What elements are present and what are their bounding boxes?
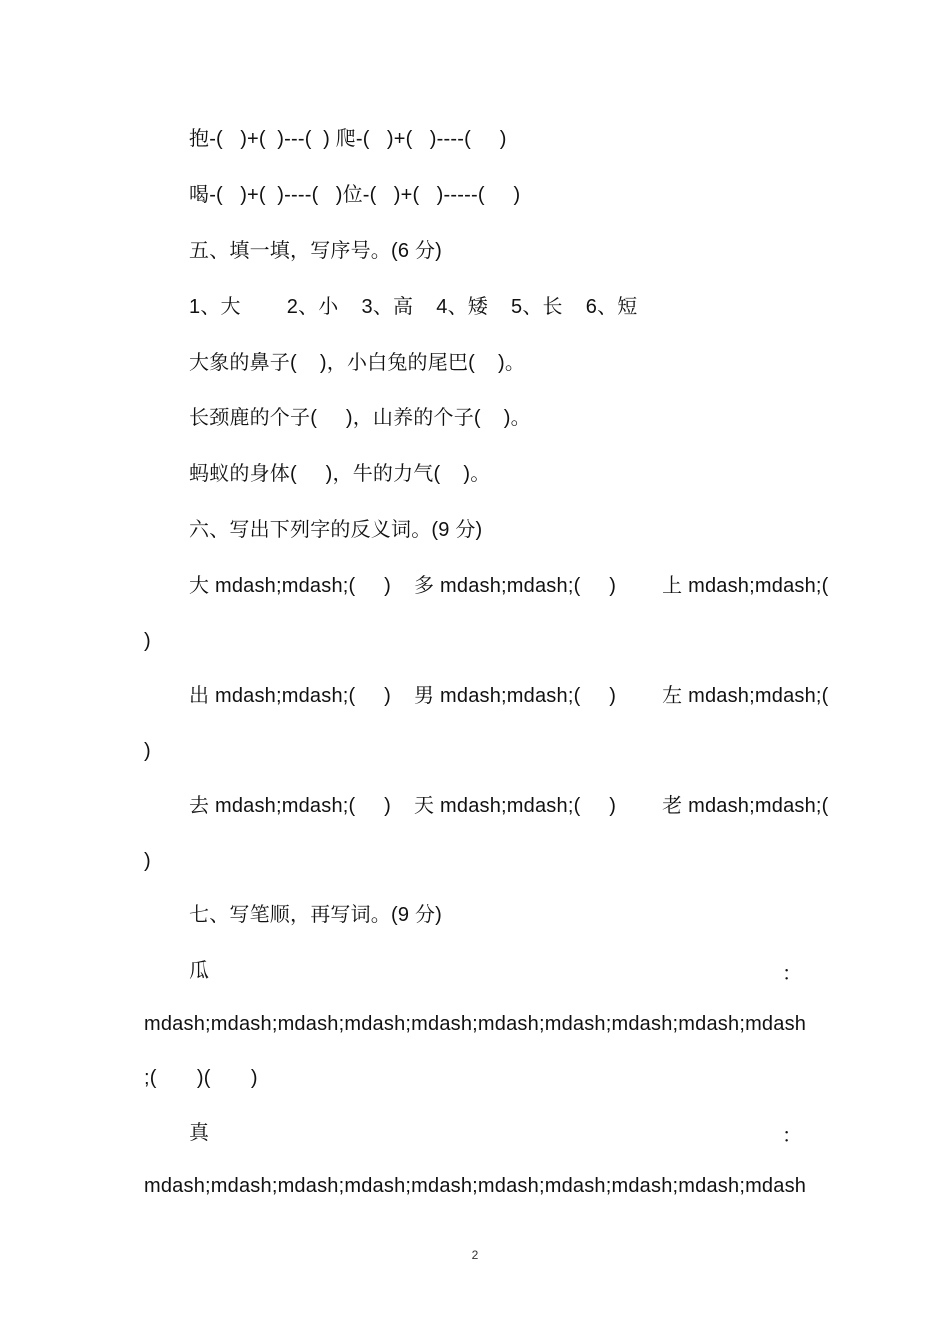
stroke-paren-line-gua: ;( )( )	[144, 1067, 258, 1089]
fill-line-elephant: 大象的鼻子( )，小白兔的尾巴( )。	[189, 352, 526, 374]
stroke-dash-line-zhen: mdash;mdash;mdash;mdash;mdash;mdash;mdash;mdash;mdash;mdash	[144, 1175, 807, 1197]
option-list: 1、大 2、小 3、高 4、矮 5、长 6、短	[189, 296, 638, 318]
antonym-line-1: 大 mdash;mdash;( ) 多 mdash;mdash;( ) 上 mdash;mdash;(	[189, 575, 829, 597]
section-heading-5: 五、填一填，写序号。(6 分)	[189, 240, 442, 262]
stroke-colon-gua: ：	[782, 963, 803, 985]
section-heading-7: 七、写笔顺，再写词。(9 分)	[189, 904, 442, 926]
section-heading-6: 六、写出下列字的反义词。(9 分)	[189, 519, 483, 541]
antonym-line-3-wrap: )	[144, 850, 151, 872]
fill-line-ant: 蚂蚁的身体( )，牛的力气( )。	[189, 463, 491, 485]
antonym-line-2: 出 mdash;mdash;( ) 男 mdash;mdash;( ) 左 mdash;mdash;(	[189, 685, 829, 707]
stroke-char-zhen: 真	[189, 1122, 210, 1144]
antonym-line-1-wrap: )	[144, 630, 151, 652]
exercise-line-bao-pa: 抱-( )+( )---( ) 爬-( )+( )----( )	[189, 128, 507, 150]
page-number: 2	[471, 1248, 479, 1262]
stroke-char-gua: 瓜	[189, 960, 210, 982]
antonym-line-2-wrap: )	[144, 740, 151, 762]
stroke-colon-zhen: ：	[782, 1125, 803, 1147]
stroke-dash-line-gua: mdash;mdash;mdash;mdash;mdash;mdash;mdash;mdash;mdash;mdash	[144, 1013, 807, 1035]
exercise-line-he-wei: 喝-( )+( )----( )位-( )+( )-----( )	[189, 184, 521, 206]
antonym-line-3: 去 mdash;mdash;( ) 天 mdash;mdash;( ) 老 mdash;mdash;(	[189, 795, 829, 817]
fill-line-giraffe: 长颈鹿的个子( )，山养的个子( )。	[189, 407, 531, 429]
